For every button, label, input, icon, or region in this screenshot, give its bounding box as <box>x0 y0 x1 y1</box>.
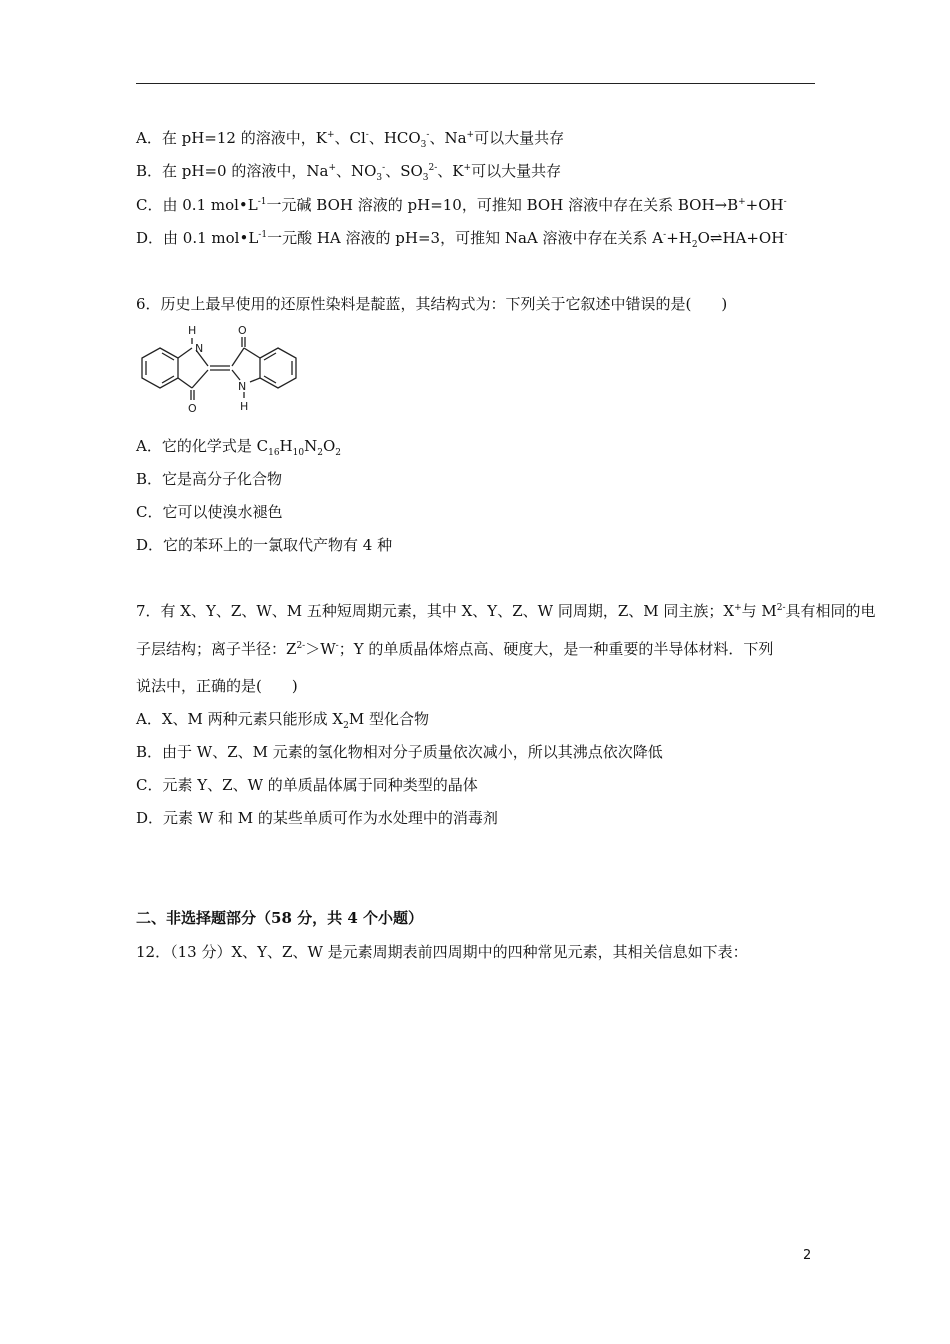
struct-o-bottom: O <box>188 402 197 415</box>
right-benzene-ring <box>260 348 296 388</box>
q7-option-b: B．由于 W、Z、M 元素的氢化物相对分子质量依次减小，所以其沸点依次降低 <box>136 743 663 761</box>
page-number: 2 <box>803 1248 812 1263</box>
left-benzene-ring <box>142 348 178 388</box>
q5-option-b: B．在 pH=0 的溶液中，Na+、$NO_3^-$、$SO_3^{2-}$、K+可以大量共存 <box>136 162 562 183</box>
q6-option-a: A．它的化学式是 $C_{16}H_{10}N_2O_2$ <box>136 437 341 458</box>
struct-n-top: N <box>195 342 204 355</box>
section2-title: 二、非选择题部分（58 分，共 4 个小题） <box>136 909 423 927</box>
header-rule <box>136 83 815 84</box>
q7-stem-line3: 说法中，正确的是( ) <box>136 677 298 695</box>
indigo-structure-diagram <box>130 318 305 418</box>
q6-option-c: C．它可以使溴水褪色 <box>136 503 283 521</box>
q7-option-d: D．元素 W 和 M 的某些单质可作为水处理中的消毒剂 <box>136 809 498 827</box>
q5-option-c: C．由 0.1 $mol•L^{-1}$一元碱 BOH 溶液的 pH=10，可推知 BOH 溶液中存在关系 BOH→B++OH- <box>136 196 787 214</box>
q6-stem: 6．历史上最早使用的还原性染料是靛蓝，其结构式为：下列关于它叙述中错误的是( ) <box>136 295 728 313</box>
q7-stem-line1: 7．有 X、Y、Z、W、M 五种短周期元素，其中 X、Y、Z、W 同周期，Z、M 同主族；X+与 $M^{2-}$具有相同的电 <box>136 602 876 620</box>
struct-n-bottom: N <box>238 380 247 393</box>
struct-o-top: O <box>238 324 247 337</box>
q7-option-c: C．元素 Y、Z、W 的单质晶体属于同种类型的晶体 <box>136 776 478 794</box>
q6-option-d: D．它的苯环上的一氯取代产物有 4 种 <box>136 536 393 554</box>
q7-stem-line2: 子层结构；离子半径：$Z^{2-}>W^-$；Y 的单质晶体熔点高、硬度大，是一种重要的半导体材料．下列 <box>136 640 774 658</box>
q5-option-d: D．由 0.1 $mol•L^{-1}$一元酸 HA 溶液的 pH=3，可推知 NaA 溶液中存在关系 $A^-+H_2O\rightleftharpoons HA+OH^-$ <box>136 229 788 250</box>
struct-h-top: H <box>188 324 197 337</box>
q5-option-a: A．在 pH=12 的溶液中，K+、Cl-、$HCO_3^-$、Na+可以大量共存 <box>136 129 565 150</box>
struct-h-bottom: H <box>240 400 249 413</box>
q6-option-b: B．它是高分子化合物 <box>136 470 283 488</box>
q7-option-a: A．X、M 两种元素只能形成 $X_2M$ 型化合物 <box>136 710 429 731</box>
q12-stem: 12．（13 分）X、Y、Z、W 是元素周期表前四周期中的四种常见元素，其相关信息如下表： <box>136 943 748 961</box>
